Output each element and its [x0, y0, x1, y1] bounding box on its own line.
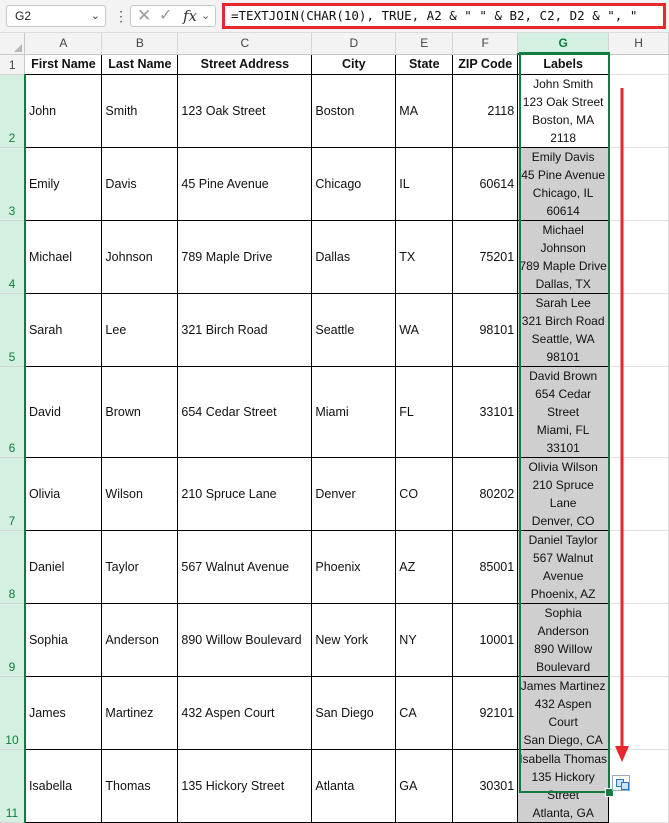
street-cell[interactable]: 890 Willow Boulevard: [178, 603, 312, 676]
spreadsheet-grid: [0, 33, 669, 823]
header-cell[interactable]: Labels: [518, 54, 609, 74]
state-cell[interactable]: TX: [396, 220, 453, 293]
label-cell[interactable]: Olivia Wilson 210 Spruce Lane Denver, CO: [518, 457, 609, 530]
formula-input[interactable]: =TEXTJOIN(CHAR(10), TRUE, A2 & " " & B2, C2, D2 & ", ": [222, 3, 666, 29]
state-cell[interactable]: CA: [396, 676, 453, 749]
city-cell[interactable]: Boston: [312, 74, 396, 147]
label-cell[interactable]: Sarah Lee 321 Birch Road Seattle, WA 98101: [518, 293, 609, 366]
zip-cell[interactable]: 30301: [453, 749, 518, 822]
street-cell[interactable]: 210 Spruce Lane: [178, 457, 312, 530]
first-name-cell[interactable]: Emily: [25, 147, 102, 220]
column-header[interactable]: C: [178, 33, 312, 54]
city-cell[interactable]: Chicago: [312, 147, 396, 220]
state-cell[interactable]: FL: [396, 366, 453, 457]
column-header[interactable]: F: [453, 33, 518, 54]
first-name-cell[interactable]: Isabella: [25, 749, 102, 822]
row-header[interactable]: 7: [0, 457, 25, 530]
enter-icon[interactable]: ✓: [159, 7, 173, 24]
row-header[interactable]: 8: [0, 530, 25, 603]
first-name-cell[interactable]: John: [25, 74, 102, 147]
label-cell[interactable]: Isabella Thomas 135 Hickory Street Atlanta, GA: [518, 749, 609, 822]
label-cell[interactable]: Sophia Anderson 890 Willow Boulevard: [518, 603, 609, 676]
more-options-icon[interactable]: ⋮: [114, 8, 128, 24]
fill-down-arrow-icon: [612, 88, 632, 768]
header-cell[interactable]: State: [396, 54, 453, 74]
header-cell[interactable]: ZIP Code: [453, 54, 518, 74]
city-cell[interactable]: Miami: [312, 366, 396, 457]
street-cell[interactable]: 321 Birch Road: [178, 293, 312, 366]
label-cell[interactable]: Daniel Taylor 567 Walnut Avenue Phoenix, AZ: [518, 530, 609, 603]
row-header[interactable]: 2: [0, 74, 25, 147]
last-name-cell[interactable]: Johnson: [102, 220, 178, 293]
city-cell[interactable]: Phoenix: [312, 530, 396, 603]
row-header[interactable]: 9: [0, 603, 25, 676]
state-cell[interactable]: WA: [396, 293, 453, 366]
label-cell[interactable]: Michael Johnson 789 Maple Drive Dallas, TX: [518, 220, 609, 293]
label-cell[interactable]: Emily Davis 45 Pine Avenue Chicago, IL 60614: [518, 147, 609, 220]
last-name-cell[interactable]: Taylor: [102, 530, 178, 603]
street-cell[interactable]: 123 Oak Street: [178, 74, 312, 147]
zip-cell[interactable]: 75201: [453, 220, 518, 293]
chevron-down-icon[interactable]: ⌄: [201, 10, 211, 22]
header-cell[interactable]: First Name: [25, 54, 102, 74]
street-cell[interactable]: 789 Maple Drive: [178, 220, 312, 293]
first-name-cell[interactable]: James: [25, 676, 102, 749]
name-box-value: G2: [15, 9, 32, 23]
column-header[interactable]: D: [312, 33, 396, 54]
empty-cell[interactable]: [609, 54, 669, 74]
city-cell[interactable]: New York: [312, 603, 396, 676]
last-name-cell[interactable]: Brown: [102, 366, 178, 457]
city-cell[interactable]: San Diego: [312, 676, 396, 749]
last-name-cell[interactable]: Anderson: [102, 603, 178, 676]
row-header[interactable]: 5: [0, 293, 25, 366]
row-header[interactable]: 1: [0, 54, 25, 74]
column-header[interactable]: A: [25, 33, 102, 54]
row-header[interactable]: 10: [0, 676, 25, 749]
first-name-cell[interactable]: Sarah: [25, 293, 102, 366]
city-cell[interactable]: Seattle: [312, 293, 396, 366]
label-cell[interactable]: James Martinez 432 Aspen Court San Diego, CA: [518, 676, 609, 749]
street-cell[interactable]: 135 Hickory Street: [178, 749, 312, 822]
first-name-cell[interactable]: Daniel: [25, 530, 102, 603]
first-name-cell[interactable]: Olivia: [25, 457, 102, 530]
last-name-cell[interactable]: Davis: [102, 147, 178, 220]
column-header[interactable]: B: [102, 33, 178, 54]
row-header[interactable]: 11: [0, 749, 25, 822]
row-header[interactable]: 4: [0, 220, 25, 293]
first-name-cell[interactable]: David: [25, 366, 102, 457]
formula-bar: [0, 0, 669, 33]
state-cell[interactable]: MA: [396, 74, 453, 147]
name-box[interactable]: [6, 5, 106, 27]
zip-cell[interactable]: 92101: [453, 676, 518, 749]
row-header[interactable]: 3: [0, 147, 25, 220]
state-cell[interactable]: IL: [396, 147, 453, 220]
street-cell[interactable]: 654 Cedar Street: [178, 366, 312, 457]
chevron-down-icon[interactable]: ⌄: [90, 10, 100, 22]
state-cell[interactable]: CO: [396, 457, 453, 530]
last-name-cell[interactable]: Martinez: [102, 676, 178, 749]
quick-analysis-icon[interactable]: [612, 775, 630, 791]
state-cell[interactable]: GA: [396, 749, 453, 822]
select-all-button[interactable]: [0, 33, 25, 54]
zip-cell[interactable]: 10001: [453, 603, 518, 676]
last-name-cell[interactable]: Smith: [102, 74, 178, 147]
last-name-cell[interactable]: Lee: [102, 293, 178, 366]
state-cell[interactable]: AZ: [396, 530, 453, 603]
zip-cell[interactable]: 33101: [453, 366, 518, 457]
formula-controls: [130, 5, 216, 27]
street-cell[interactable]: 432 Aspen Court: [178, 676, 312, 749]
street-cell[interactable]: 45 Pine Avenue: [178, 147, 312, 220]
city-cell[interactable]: Dallas: [312, 220, 396, 293]
zip-cell[interactable]: 80202: [453, 457, 518, 530]
zip-cell[interactable]: 60614: [453, 147, 518, 220]
state-cell[interactable]: NY: [396, 603, 453, 676]
last-name-cell[interactable]: Wilson: [102, 457, 178, 530]
insert-function-icon[interactable]: fx: [183, 7, 198, 25]
zip-cell[interactable]: 98101: [453, 293, 518, 366]
street-cell[interactable]: 567 Walnut Avenue: [178, 530, 312, 603]
column-header-selected[interactable]: G: [518, 33, 609, 54]
first-name-cell[interactable]: Sophia: [25, 603, 102, 676]
cancel-icon[interactable]: ✕: [137, 6, 152, 25]
zip-cell[interactable]: 2118: [453, 74, 518, 147]
header-cell[interactable]: Street Address: [178, 54, 312, 74]
header-cell[interactable]: Last Name: [102, 54, 178, 74]
row-header[interactable]: 6: [0, 366, 25, 457]
label-cell[interactable]: David Brown 654 Cedar Street Miami, FL 33101: [518, 366, 609, 457]
zip-cell[interactable]: 85001: [453, 530, 518, 603]
city-cell[interactable]: Denver: [312, 457, 396, 530]
last-name-cell[interactable]: Thomas: [102, 749, 178, 822]
first-name-cell[interactable]: Michael: [25, 220, 102, 293]
column-header[interactable]: E: [396, 33, 453, 54]
column-header[interactable]: H: [609, 33, 669, 54]
header-cell[interactable]: City: [312, 54, 396, 74]
label-cell-active[interactable]: John Smith 123 Oak Street Boston, MA 2118: [518, 74, 609, 147]
city-cell[interactable]: Atlanta: [312, 749, 396, 822]
